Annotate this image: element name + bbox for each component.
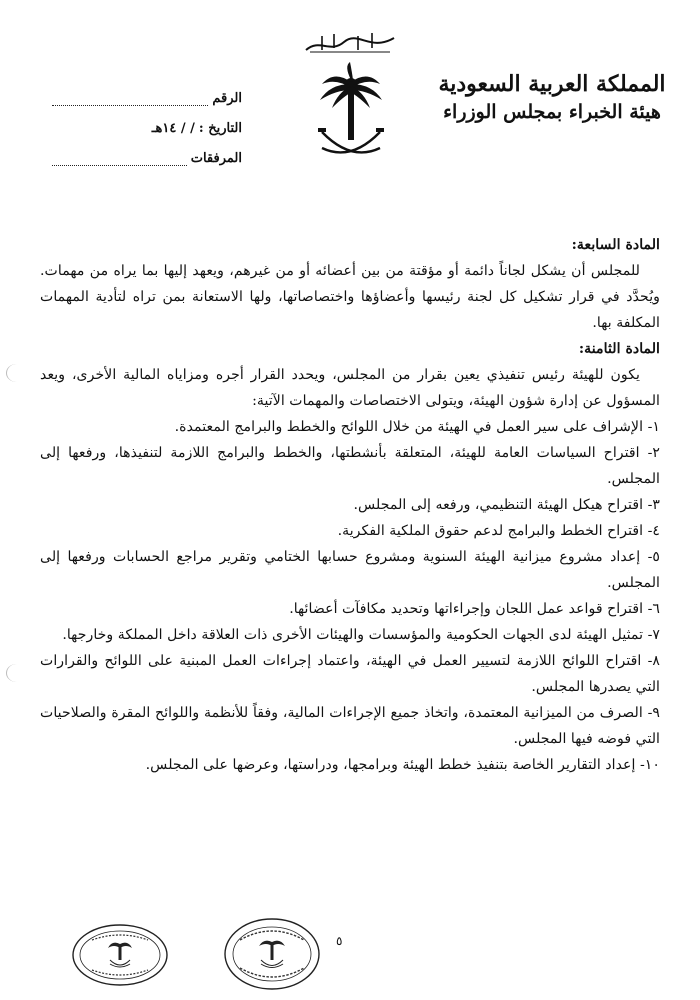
list-item: ٧- تمثيل الهيئة لدى الجهات الحكومية والمؤسسات والهيئات الأخرى ذات العلاقة داخل المملكة وخارجها. bbox=[62, 627, 660, 643]
article-heading: المادة الثامنة: bbox=[578, 341, 660, 357]
attachments-row bbox=[52, 136, 242, 166]
basmala-calligraphy bbox=[300, 28, 400, 58]
reference-label: الرقم bbox=[212, 91, 242, 106]
palm-swords-emblem-icon bbox=[316, 62, 386, 172]
attachments-line bbox=[52, 151, 187, 166]
list-item: ٣- اقتراح هيكل الهيئة التنظيمي، ورفعه إلى المجلس. bbox=[353, 497, 660, 513]
page-number: ٥ bbox=[336, 934, 343, 948]
list-item: ٢- اقتراح السياسات العامة للهيئة، المتعلقة بأنشطتها، والخطط والبرامج اللازمة لتنفيذها، ورفعها إلى المجلس. bbox=[40, 445, 660, 487]
official-seal-icon bbox=[70, 922, 170, 988]
list-item: ٦- اقتراح قواعد عمل اللجان وإجراءاتها وتحديد مكافآت أعضائها. bbox=[289, 601, 660, 617]
punch-hole bbox=[6, 364, 27, 382]
reference-row bbox=[52, 76, 242, 106]
date-label: التاريخ : bbox=[198, 121, 242, 136]
document-metadata bbox=[52, 76, 242, 166]
article-paragraph: يكون للهيئة رئيس تنفيذي يعين بقرار من المجلس، ويحدد القرار أجره ومزاياه المالية الأخرى، ويعد المسؤول عن إدارة شؤون الهيئة، ويتولى الاختصاصات والمهمات الآتية: bbox=[40, 367, 660, 409]
date-row bbox=[52, 106, 242, 136]
punch-hole bbox=[6, 664, 27, 682]
document-body bbox=[40, 232, 660, 778]
official-seal-icon bbox=[222, 916, 322, 992]
list-item: ٩- الصرف من الميزانية المعتمدة، واتخاذ جميع الإجراءات المالية، وفقاً للأنظمة واللوائح المقرة والصلاحيات التي فوضه فيها المجلس. bbox=[40, 705, 660, 747]
authority-name: هيئة الخبراء بمجلس الوزراء bbox=[443, 100, 661, 123]
list-item: ٨- اقتراح اللوائح اللازمة لتسيير العمل في الهيئة، واعتماد إجراءات العمل المبنية على اللوائح والقرارات التي يصدرها المجلس. bbox=[40, 653, 660, 695]
list-item: ٤- اقتراح الخطط والبرامج لدعم حقوق الملكية الفكرية. bbox=[337, 523, 660, 539]
reference-line bbox=[52, 91, 208, 106]
country-name: المملكة العربية السعودية bbox=[438, 71, 666, 97]
date-value: / / ١٤هـ bbox=[151, 121, 195, 136]
list-item: ١٠- إعداد التقارير الخاصة بتنفيذ خطط الهيئة وبرامجها، ودراستها، وعرضها على المجلس. bbox=[145, 757, 660, 773]
list-item: ١- الإشراف على سير العمل في الهيئة من خلال اللوائح والخطط والبرامج المعتمدة. bbox=[174, 419, 660, 435]
article-paragraph: للمجلس أن يشكل لجاناً دائمة أو مؤقتة من بين أعضائه أو من غيرهم، ويعهد إليها بما يراه من مهمات. ويُحدَّد في قرار تشكيل كل لجنة رئيسها وأعضاؤها واختصاصاتها، ولها الاستعانة بمن تراه لتأدية المهمات المكلفة بها. bbox=[40, 263, 660, 331]
issuing-authority bbox=[432, 70, 672, 125]
attachments-label: المرفقات bbox=[190, 151, 242, 166]
article-heading: المادة السابعة: bbox=[571, 237, 660, 253]
list-item: ٥- إعداد مشروع ميزانية الهيئة السنوية ومشروع حسابها الختامي وتقرير مراجع الحسابات ورفعها إلى المجلس. bbox=[40, 549, 660, 591]
